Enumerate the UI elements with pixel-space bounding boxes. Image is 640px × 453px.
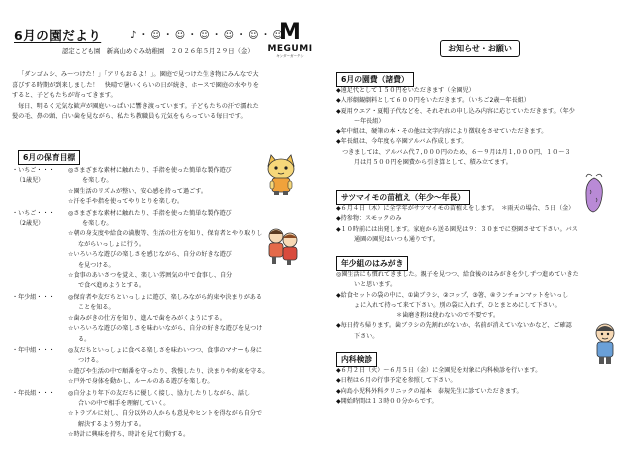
brush-line: ◆毎日持ち帰ります。歯ブラシの先割れがないか、名前が消えていないかなど、ご確認 xyxy=(336,322,572,330)
goal-label: ・年中組・・・ xyxy=(12,346,55,354)
brush-line: ◆給食セットの袋の中に、①歯ブラシ、②コップ、③箸、④ランチョンマットをいっし xyxy=(336,291,569,299)
notices-heading: お知らせ・お願い xyxy=(440,40,520,57)
goal-group-nencho xyxy=(12,389,312,441)
fee-line: ◆人形劇観劇料として６００円をいただきます。（いちご2歳～年長組） xyxy=(336,97,530,105)
goal-item: つける。 xyxy=(78,357,103,365)
page-title: 6月の園だより xyxy=(14,28,102,43)
goal-label: ・いちご・・・ xyxy=(12,209,55,217)
goal-item: ☆いろいろな遊びの楽しさを味わいながら、自分の好きな遊びを見つけ xyxy=(68,325,263,333)
fee-line: 月は月５００円を園費から引き算として、積み立てます。 xyxy=(354,159,512,167)
intro-paragraph xyxy=(12,70,310,123)
checkup-line: ◆開始時間は１３時００分からです。 xyxy=(336,397,438,405)
brush-block xyxy=(336,270,628,342)
goals-heading: 6月の保育目標 xyxy=(18,150,80,165)
potato-line: ◆６月４日（木）に全学年がサツマイモの苗植えをします。 ＊雨天の場合、５日（金） xyxy=(336,205,575,212)
fee-line: ◆夏用ウエア・夏帽子代などを、それぞれの申し込み内容に応じていただきます。（年少 xyxy=(336,107,575,115)
goal-item: 合いの中で相手を理解していく。 xyxy=(78,399,170,407)
goal-item: を楽しむ。 xyxy=(82,177,113,185)
fee-block xyxy=(336,86,628,168)
goal-item: ◎さまざまな素材に触れたり、手指を使った簡単な製作遊び xyxy=(68,167,232,174)
fee-line: ～年長組） xyxy=(354,117,385,125)
fee-line: ◆年長組は、今年度も卒園アルバム作成します。 xyxy=(336,138,468,146)
intro-line: 髪の毛、鼻の頭、白い歯を見ながら、私たち教職員も元気をもらっている毎日です。 xyxy=(12,113,247,121)
potato-line: 通園の園児はいつも通りです。 xyxy=(354,235,439,243)
children-illustration-icon xyxy=(262,226,304,266)
goal-item: ☆朝の身支度や給食の満腹等、生活の仕方を知り、保育者とやり取りし xyxy=(68,230,263,238)
goal-item: 解決するよう努力する。 xyxy=(78,420,146,428)
megumi-logo xyxy=(262,22,318,59)
goal-label: ・年少組・・・ xyxy=(12,293,55,301)
goal-item: を見つける。 xyxy=(78,261,115,269)
goal-group-nenchu xyxy=(12,346,312,388)
fee-line: つきましては、アルバム代７,０００円のため、６～９月は月１,０００円、１０～３ xyxy=(336,148,571,156)
goal-item: ◎友だちといっしょに食べる楽しさを味わいつつ、食事のマナーも身に xyxy=(68,346,262,354)
brush-line: ＊歯磨き粉は使わないので不要です。 xyxy=(396,312,500,320)
checkup-heading: 内科検診 xyxy=(336,352,377,367)
checkup-line: ◆６月２日（火）～６月５日（金）に全園児を対象に内科検診を行います。 xyxy=(336,367,542,374)
fee-line: ◆年中組は、硬筆の本・その他は文字内容により徴収をさせていただきます。 xyxy=(336,128,548,136)
logo-mark: M xyxy=(279,20,301,45)
goal-label: ・いちご・・・ xyxy=(12,167,55,174)
checkup-block xyxy=(336,366,628,407)
goal-item: ☆トラブルに対し、自分以外の人からも意見やヒントを得ながら自分で xyxy=(68,410,263,418)
checkup-line: ◆向島小児科外科クリニックの福本 泰規先生に診ていただきます。 xyxy=(336,387,523,395)
fee-line: ◆遠足代として１５０円をいただきます（全園児） xyxy=(336,87,475,94)
goal-group-nensho xyxy=(12,293,312,345)
brush-line: ょに入れて持って来て下さい。別の袋に入れず、ひとまとめにして下さい。 xyxy=(354,301,561,309)
intro-line: 「ダンゴムシ、み～つけた！」「アリもおるよ！」。園庭で見つけた生き物にみんなで大 xyxy=(18,71,259,78)
brush-line: いと思います。 xyxy=(354,281,397,289)
sweet-potato-icon xyxy=(580,172,610,214)
fee-heading: 6月の園費（諸費） xyxy=(336,72,414,87)
goal-item: ☆戸外で身体を動かし、ルールのある遊びを楽しむ。 xyxy=(68,378,214,386)
potato-heading: サツマイモの苗植え（年少～年長） xyxy=(336,190,470,205)
brush-line: ◎園生活にも慣れてきました。親子を見つつ、給食後のはみがきを少しずつ進めていきた xyxy=(336,271,579,278)
goals-list xyxy=(12,166,312,442)
goal-item: ◎さまざまな素材に触れたり、手指を使った簡単な製作遊び xyxy=(68,209,232,217)
intro-line: 毎日、明るく元気な歓声が園庭いっぱいに響き渡っています。子どもたちの汗で濡れた xyxy=(18,102,259,110)
goal-item: る。 xyxy=(78,335,91,343)
logo-sub: キンダーガーテン xyxy=(276,54,304,58)
goal-item: ☆歯みがきの仕方を知り、進んで歯をみがくようにする。 xyxy=(68,314,226,322)
goal-sublabel: （2歳児） xyxy=(16,220,45,228)
goal-item: ☆時計に興味を持ち、時計を見て行動する。 xyxy=(68,431,190,439)
goal-item: ☆食事のあいさつを覚え、楽しい雰囲気の中で食事し、自分 xyxy=(68,272,233,280)
goal-item: ながらいっしょに行う。 xyxy=(78,240,146,248)
goal-item: ☆園生活のリズムが整い、安心感を持って過ごす。 xyxy=(68,187,207,195)
goal-item: ことを知る。 xyxy=(78,304,115,312)
boy-illustration-icon xyxy=(590,322,620,366)
checkup-line: ◆日程は６月の行事予定を参照して下さい。 xyxy=(336,377,457,385)
goal-item: で食べ進めようとする。 xyxy=(78,282,146,290)
goal-label: ・年長組・・・ xyxy=(12,389,55,397)
goal-item: ☆いろいろな遊びの楽しさを感じながら、自分の好きな遊び xyxy=(68,251,232,259)
goal-sublabel: （1歳児） xyxy=(16,177,45,185)
goal-item: ☆汗を手や指を使ってやりとりを楽しむ。 xyxy=(68,198,184,206)
potato-line: ◆１０時前には出発します。家庭から送る園児は９：３０までに登園させて下さい。バス xyxy=(336,225,578,233)
brush-line: 下さい。 xyxy=(354,332,379,340)
goal-item: ◎保育者や友だちといっしょに遊び、楽しみながら約束や決まりがある xyxy=(68,293,262,301)
goal-item: を楽しむ。 xyxy=(82,220,113,228)
brush-heading: 年少組のはみがき xyxy=(336,256,408,271)
intro-line: 喜びする時期が到来しました！ 快晴で暑いくらいの日が続き、ホースで園庭の水やりを xyxy=(12,81,259,89)
goal-item: ◎自分より年下の友だちに優しく接し、協力したりしながら、話し xyxy=(68,389,251,397)
logo-word: MEGUMI xyxy=(267,44,313,54)
intro-line: すると、子どもたちが寄ってきます。 xyxy=(12,92,117,100)
issuer-date-line: 認定こども園 新高山めぐみ幼稚園 ２０２６年５月２９日（金） xyxy=(62,47,254,55)
cat-illustration-icon xyxy=(262,152,300,196)
goal-item: ☆遊びや生活の中で順番を守ったり、我慢したり、決まりや約束を守る。 xyxy=(68,367,269,375)
potato-line: ◆持参物：スモックのみ xyxy=(336,215,402,223)
title-ornaments: ♪・☺・☺・☺・☺・☺・☺ xyxy=(130,30,285,41)
